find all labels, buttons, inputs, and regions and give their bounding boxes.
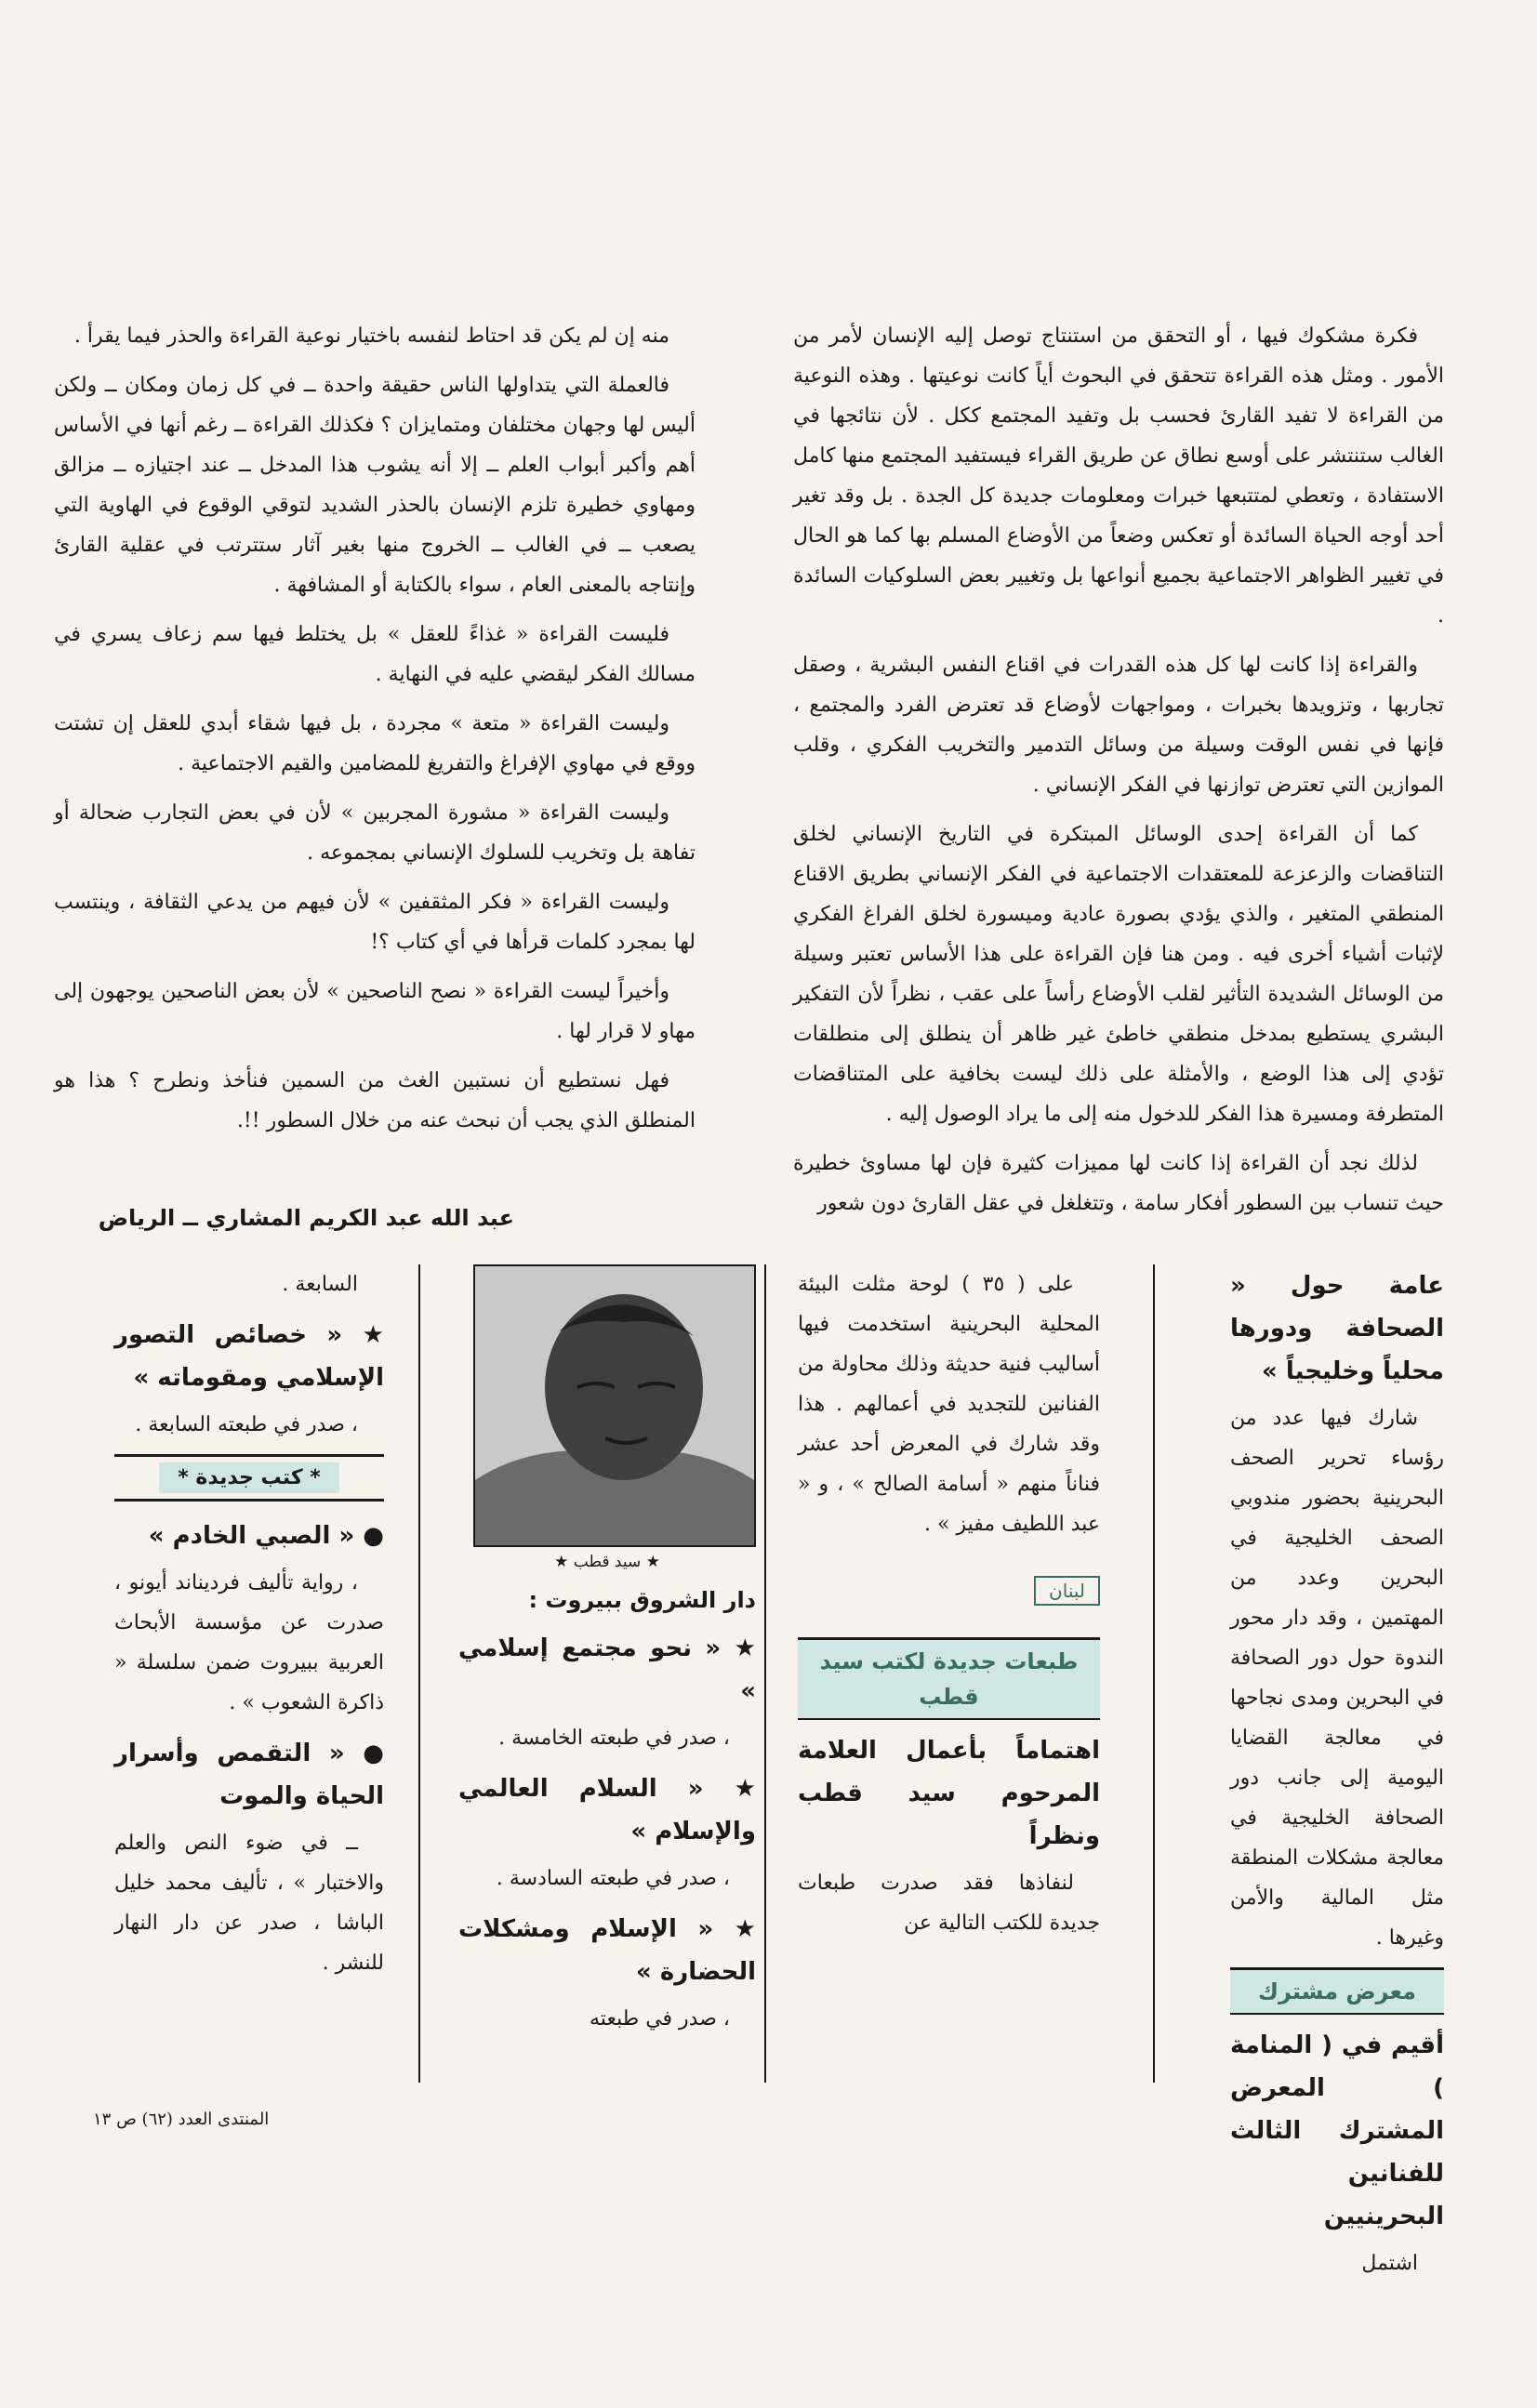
paragraph: فالعملة التي يتداولها الناس حقيقة واحدة ــ في كل زمان ومكان ــ ولكن أليس لها وجهان مختلفان ومتمايزان ؟ فكذلك القراءة ــ رغم أنها في الأساس أهم وأكبر أبواب العلم ــ إلا أنه يشوب هذا المدخل ــ عند اجتيازه ــ مزالق ومهاوي خطيرة تلزم الإنسان بالحذر الشديد لتوقي الوقوع في الهاوية التي يصعب ــ في الغالب ــ الخروج منها بغير آثار ستترتب في عقلية القارئ وإنتاجه بالمعنى العام ، سواء بالكتابة أو المشافهة . xyxy=(54,374,696,597)
paragraph: كما أن القراءة إحدى الوسائل المبتكرة في التاريخ الإنساني لخلق التناقضات والزعزعة للمعتقدات الاجتماعية في الفكر الإنساني بطريق الاقناع المنطقي المتغير ، والذي يؤدي بصورة عادية وميسورة لخلق الفراغ الفكري لإثبات أشياء أخرى فيه . ومن هنا فإن القراءة على هذا الأساس تعتبر وسيلة من الوسائل الشديدة التأثير لقلب الأوضاع رأساً على عقب ، نظراً لأن التفكير البشري يستطيع بمدخل منطقي خاطئ غير ظاهر أن ينطلق إلى منطلقات تؤدي إلى هذا الوضع ، والأمثلة على ذلك ليست بخافية على المتناقضات المتطرفة ومسيرة هذا الفكر للدخول منه إلى ما يراد الوصول إليه . xyxy=(793,823,1444,1126)
book-note: ، رواية تأليف فرديناند أيونو ، صدرت عن مؤسسة الأبحاث العربية ببيروت ضمن سلسلة « ذاكرة الشعوب » . xyxy=(114,1571,384,1714)
book-title: ★ « خصائص التصور الإسلامي ومقوماته » xyxy=(114,1321,384,1392)
page-footer: المنتدى العدد (٦٢) ص ١٣ xyxy=(93,2110,270,2129)
news-column-3 xyxy=(458,1264,756,2408)
paragraph: والقراءة إذا كانت لها كل هذه القدرات في اقناع النفس البشرية ، وصقل تجاربها ، وتزويدها بخبرات ، ومواجهات لأوضاع قد تعترض الفرد والمجتمع ، فإنها في نفس الوقت وسيلة من وسائل التدمير والتخريب الفكري ، وقلب الموازين التي تعترض توازنها في الفكر الإنساني . xyxy=(793,654,1444,797)
column-divider xyxy=(1153,1264,1155,2083)
news-headline: اهتماماً بأعمال العلامة المرحوم سيد قطب ونظراً xyxy=(798,1737,1100,1850)
book-title: ● « التقمص وأسرار الحياة والموت xyxy=(114,1740,384,1810)
book-title: ★ « السلام العالمي والإسلام » xyxy=(458,1775,756,1846)
publisher-name: دار الشروق ببيروت : xyxy=(528,1587,756,1613)
article-author: عبد الله عبد الكريم المشاري ــ الرياض xyxy=(98,1205,514,1231)
news-text: اشتمل xyxy=(1361,2252,1418,2275)
book-title: ● « الصبي الخادم » xyxy=(148,1522,384,1550)
section-heading-qutb: طبعات جديدة لكتب سيد قطب xyxy=(798,1637,1100,1720)
news-column-1 xyxy=(1230,1264,1444,2408)
country-tag: لبنان xyxy=(1034,1576,1100,1606)
news-text: السابعة . xyxy=(282,1273,358,1296)
article-right-column xyxy=(792,316,1444,1215)
country-tag-wrapper xyxy=(798,1554,1100,1628)
photo-caption: ★ سيد قطب ★ xyxy=(554,1553,660,1571)
news-column-2 xyxy=(798,1264,1100,2408)
new-books-heading xyxy=(114,1454,384,1502)
book-note: ــ في ضوء النص والعلم والاختبار » ، تأليف محمد خليل الباشا ، صدر عن دار النهار للنشر . xyxy=(114,1832,384,1975)
book-note: ، صدر في طبعته السابعة . xyxy=(135,1413,358,1436)
portrait-photo xyxy=(473,1264,756,1547)
article-left-column xyxy=(54,316,696,1153)
column-divider xyxy=(418,1264,420,2083)
section-heading-exhibition: معرض مشترك xyxy=(1230,1967,1444,2015)
new-books-label: * كتب جديدة * xyxy=(159,1462,339,1493)
column-divider xyxy=(764,1264,766,2083)
paragraph: فليست القراءة « غذاءً للعقل » بل يختلط فيها سم زعاف يسري في مسالك الفكر ليقضي عليه في النهاية . xyxy=(54,623,696,686)
news-text: شارك فيها عدد من رؤساء تحرير الصحف البحرينية بحضور مندوبي الصحف الخليجية في البحرين وعدد من المهتمين ، وقد دار محور الندوة حول دور الصحافة في البحرين ومدى نجاحها في معالجة القضايا اليومية إلى جانب دور الصحافة الخليجية في معالجة مشكلات المنطقة مثل المالية والأمن وغيرها . xyxy=(1230,1407,1444,1950)
paragraph: وليست القراءة « متعة » مجردة ، بل فيها شقاء أبدي للعقل إن تشتت ووقع في مهاوي الإفراغ والتفريغ للمضامين والقيم الاجتماعية . xyxy=(54,712,696,775)
news-text: على ( ٣٥ ) لوحة مثلت البيئة المحلية البحرينية استخدمت فيها أساليب فنية حديثة وذلك محاولة من الفنانين للتجديد في أعمالهم . هذا وقد شارك في المعرض أحد عشر فناناً منهم « أسامة الصالح » ، و « عبد اللطيف مفيز » . xyxy=(798,1273,1100,1536)
paragraph: وليست القراءة « مشورة المجربين » لأن في بعض التجارب ضحالة أو تفاهة بل وتخريب للسلوك الإنساني بمجموعه . xyxy=(54,801,696,865)
paragraph: وأخيراً ليست القراءة « نصح الناصحين » لأن بعض الناصحين يوجهون إلى مهاو لا قرار لها . xyxy=(54,980,696,1043)
book-title: ★ « نحو مجتمع إسلامي » xyxy=(458,1634,756,1705)
news-headline: عامة حول « الصحافة ودورها محلياً وخليجياً » xyxy=(1230,1272,1444,1385)
book-note: ، صدر في طبعته الخامسة . xyxy=(498,1727,730,1750)
book-note: ، صدر في طبعته السادسة . xyxy=(496,1867,730,1890)
exhibition-headline: أقيم في ( المنامة ) المعرض المشترك الثالث للفنانين البحرينيين xyxy=(1230,2031,1444,2230)
news-column-4 xyxy=(114,1264,384,2408)
paragraph: لذلك نجد أن القراءة إذا كانت لها مميزات كثيرة فإن لها مساوئ خطيرة حيث تنساب بين السطور أفكار سامة ، وتتغلغل في عقل القارئ دون شعور xyxy=(793,1152,1444,1215)
paragraph: فهل نستطيع أن نستبين الغث من السمين فنأخذ ونطرح ؟ هذا هو المنطلق الذي يجب أن نبحث عنه من خلال السطور !!. xyxy=(54,1069,696,1132)
book-note: ، صدر في طبعته xyxy=(590,2007,730,2031)
paragraph: منه إن لم يكن قد احتاط لنفسه باختيار نوعية القراءة والحذر فيما يقرأ . xyxy=(73,324,669,348)
paragraph: وليست القراءة « فكر المثقفين » لأن فيهم من يدعي الثقافة ، وينتسب لها بمجرد كلمات قرأها في أي كتاب ؟! xyxy=(54,891,696,954)
paragraph: فكرة مشكوك فيها ، أو التحقق من استنتاج توصل إليه الإنسان لأمر من الأمور . ومثل هذه القراءة تتحقق في البحوث أياً كانت نوعيتها . وهذه النوعية من القراءة لا تفيد القارئ فحسب بل وتفيد المجتمع ككل . لأن نتائجها في الغالب ستنتشر على أوسع نطاق عن طريق القراء فيستفيد المجتمع منها كامل الاستفادة ، وتعطي لمتتبعها خبرات ومعلومات جديدة كل الجدة . بل وقد تغير أحد أوجه الحياة السائدة أو تعكس وضعاً من الأوضاع المسلم بها كما هو الحال في تغيير الظواهر الاجتماعية بجميع أنواعها بل وتغيير بعض السلوكيات السائدة . xyxy=(792,324,1444,628)
portrait-image xyxy=(475,1266,754,1545)
news-text: لنفاذها فقد صدرت طبعات جديدة للكتب التالية عن xyxy=(798,1872,1100,1935)
book-title: ★ « الإسلام ومشكلات الحضارة » xyxy=(458,1915,756,1986)
